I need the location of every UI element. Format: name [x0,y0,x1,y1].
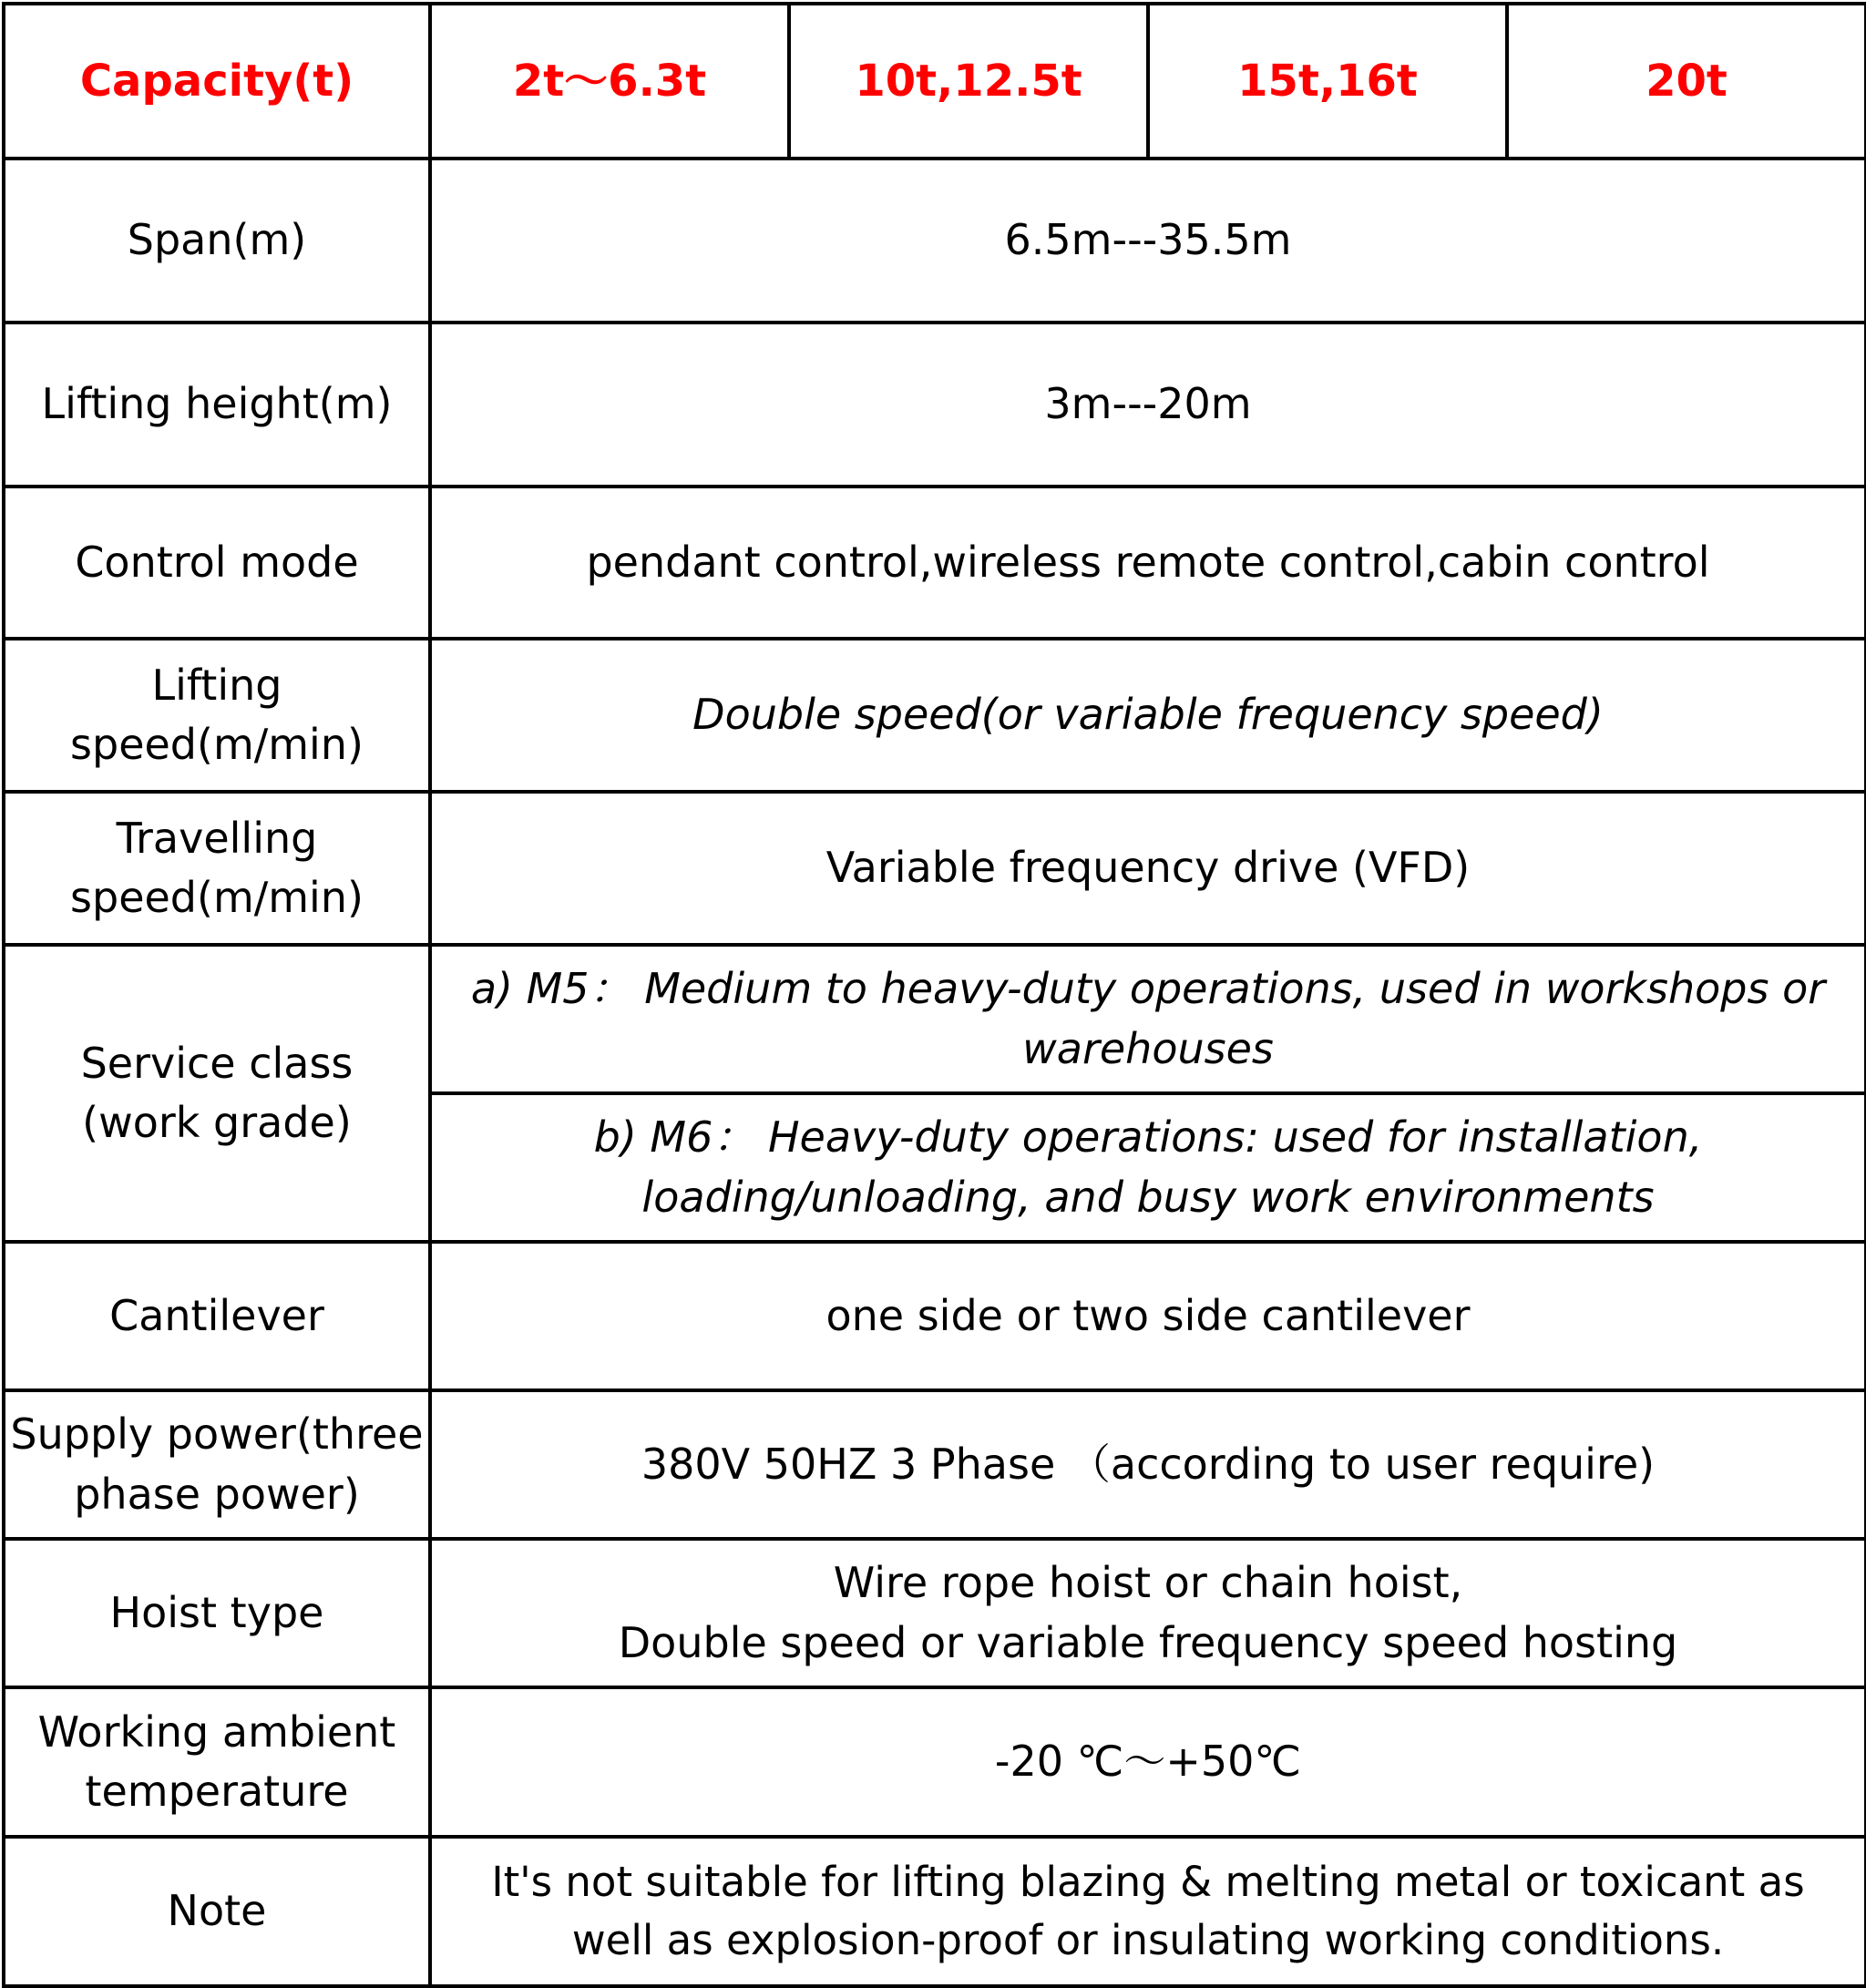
capacity-20t: 20t [1507,4,1866,159]
lifting-height-value: 3m---20m [430,323,1866,487]
note-row [4,1837,1866,1986]
supply-power-label-line1: Supply power(three [10,1409,424,1460]
working-temperature-label [4,1687,430,1837]
span-value: 6.5m---35.5m [430,159,1866,323]
travelling-speed-label [4,792,430,945]
lifting-speed-label-line2: speed(m/min) [70,720,364,769]
control-mode-row [4,487,1866,639]
service-class-label-line1: Service class [80,1038,354,1088]
lifting-height-row [4,323,1866,487]
hoist-type-row [4,1539,1866,1687]
working-temperature-row [4,1687,1866,1837]
supply-power-label [4,1390,430,1539]
working-temperature-label-line1: Working ambient [37,1706,396,1757]
capacity-2t-6.3t: 2t～6.3t [430,4,789,159]
lifting-speed-row [4,639,1866,792]
working-temperature-value: -20 ℃～+50℃ [430,1687,1866,1837]
service-class-option-b: b) M6： Heavy-duty operations: used for installation, loading/unloading, and busy work environments [430,1093,1866,1242]
travelling-speed-value: Variable frequency drive (VFD) [430,792,1866,945]
service-class-row-a [4,945,1866,1093]
specification-table [2,2,1866,1988]
span-row [4,159,1866,323]
note-value: It's not suitable for lifting blazing & melting metal or toxicant as well as explosion-proof or insulating working conditions. [430,1837,1866,1986]
service-class-label [4,945,430,1242]
capacity-header-label: Capacity(t) [4,4,430,159]
lifting-speed-label-line1: Lifting [151,660,282,710]
travelling-speed-row [4,792,1866,945]
control-mode-label: Control mode [4,487,430,639]
working-temperature-label-line2: temperature [85,1767,349,1816]
capacity-15t-16t: 15t,16t [1148,4,1507,159]
control-mode-value: pendant control,wireless remote control,cabin control [430,487,1866,639]
service-class-option-a: a) M5： Medium to heavy-duty operations, used in workshops or warehouses [430,945,1866,1093]
capacity-10t-12.5t: 10t,12.5t [789,4,1148,159]
cantilever-row [4,1242,1866,1390]
lifting-speed-value: Double speed(or variable frequency speed) [430,639,1866,792]
service-class-label-line2: (work grade) [82,1098,352,1147]
travelling-speed-label-line1: Travelling [116,813,318,863]
span-label: Span(m) [4,159,430,323]
supply-power-value: 380V 50HZ 3 Phase （according to user require) [430,1390,1866,1539]
hoist-type-label: Hoist type [4,1539,430,1687]
supply-power-label-line2: phase power) [74,1469,360,1519]
lifting-speed-label [4,639,430,792]
hoist-type-value-line2: Double speed or variable frequency speed hosting [618,1617,1678,1667]
cantilever-label: Cantilever [4,1242,430,1390]
cantilever-value: one side or two side cantilever [430,1242,1866,1390]
supply-power-row [4,1390,1866,1539]
note-label: Note [4,1837,430,1986]
hoist-type-value [430,1539,1866,1687]
hoist-type-value-line1: Wire rope hoist or chain hoist, [833,1558,1463,1608]
lifting-height-label: Lifting height(m) [4,323,430,487]
travelling-speed-label-line2: speed(m/min) [70,873,364,922]
header-row [4,4,1866,159]
